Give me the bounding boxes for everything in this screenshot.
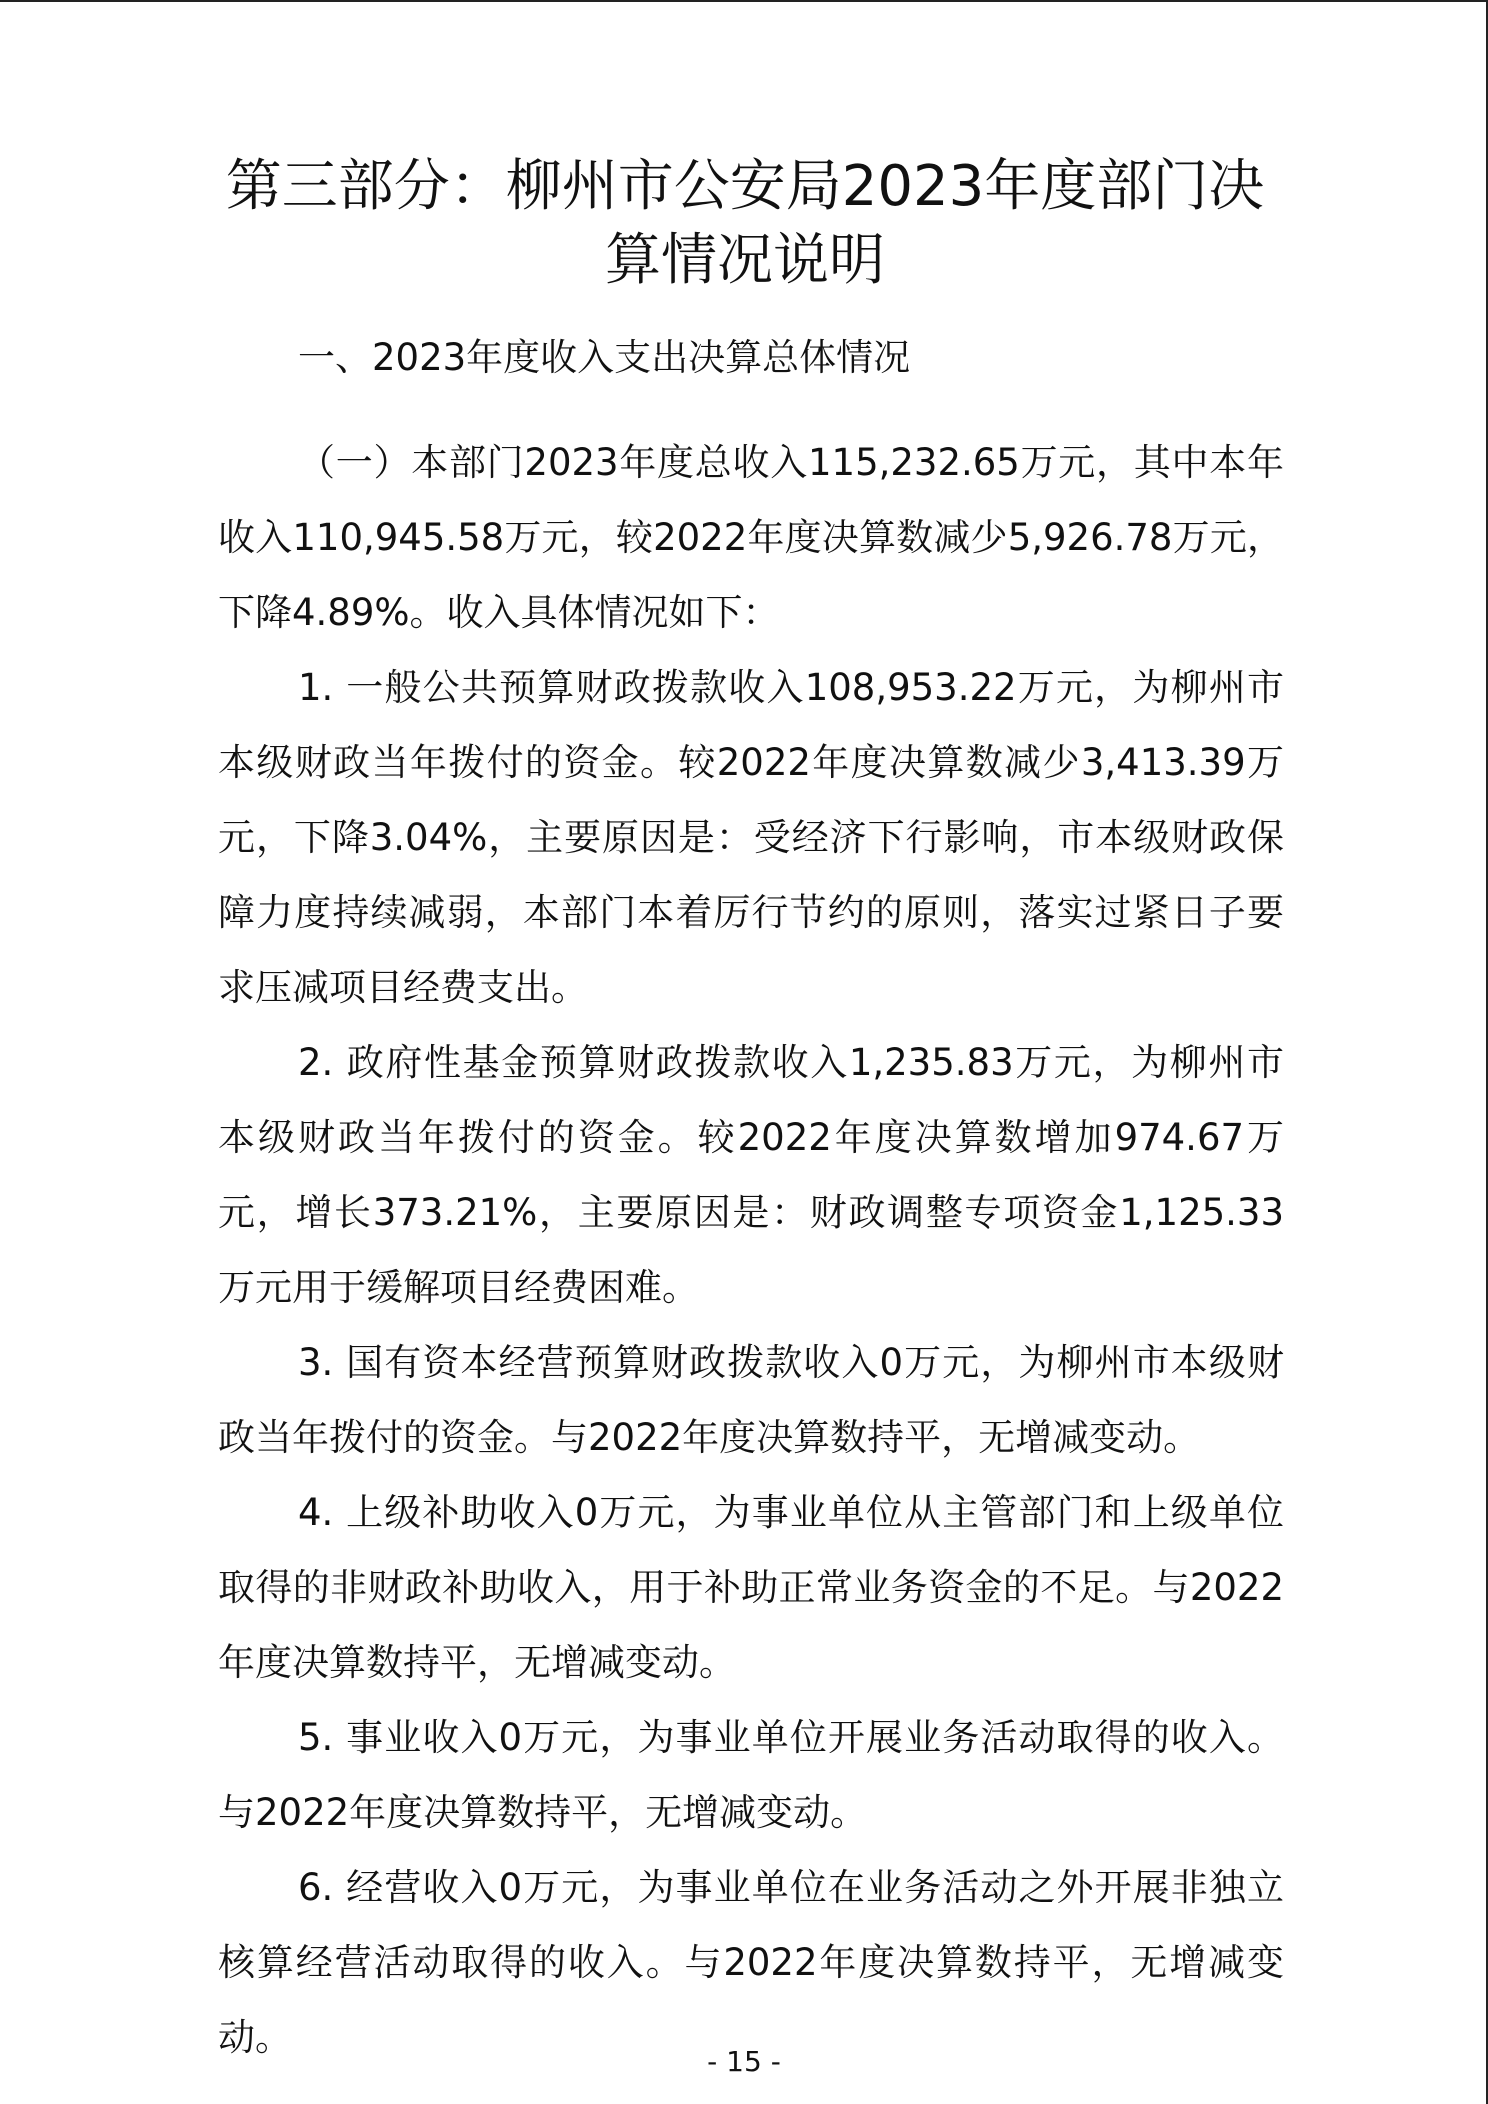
paragraph-state-capital: 3. 国有资本经营预算财政拨款收入0万元，为柳州市本级财政当年拨付的资金。与2022年度决算数持平，无增减变动。 xyxy=(218,1341,1284,1459)
paragraph-total-income: （一）本部门2023年度总收入115,232.65万元，其中本年收入110,945.58万元，较2022年度决算数减少5,926.78万元，下降4.89%。收入具体情况如下： xyxy=(218,441,1284,634)
paragraph-business-income: 5. 事业收入0万元，为事业单位开展业务活动取得的收入。与2022年度决算数持平，无增减变动。 xyxy=(218,1716,1284,1834)
paragraph-operating-income: 6. 经营收入0万元，为事业单位在业务活动之外开展非独立核算经营活动取得的收入。与2022年度决算数持平，无增减变动。 xyxy=(218,1866,1284,2059)
document-title: 第三部分：柳州市公安局2023年度部门决算情况说明 xyxy=(225,154,1265,293)
paragraph-general-budget: 1. 一般公共预算财政拨款收入108,953.22万元，为柳州市本级财政当年拨付的资金。较2022年度决算数减少3,413.39万元，下降3.04%，主要原因是：受经济下行影响，市本级财政保障力度持续减弱，本部门本着厉行节约的原则，落实过紧日子要求压减项目经费支出。 xyxy=(218,666,1284,1009)
page-number: - 15 - xyxy=(707,2045,781,2078)
paragraph-higher-subsidy: 4. 上级补助收入0万元，为事业单位从主管部门和上级单位取得的非财政补助收入，用于补助正常业务资金的不足。与2022年度决算数持平，无增减变动。 xyxy=(218,1491,1284,1684)
paragraph-government-fund: 2. 政府性基金预算财政拨款收入1,235.83万元，为柳州市本级财政当年拨付的资金。较2022年度决算数增加974.67万元，增长373.21%，主要原因是：财政调整专项资金1,125.33万元用于缓解项目经费困难。 xyxy=(218,1041,1284,1309)
section-heading: 一、2023年度收入支出决算总体情况 xyxy=(298,336,911,379)
document-body xyxy=(218,320,1284,2075)
